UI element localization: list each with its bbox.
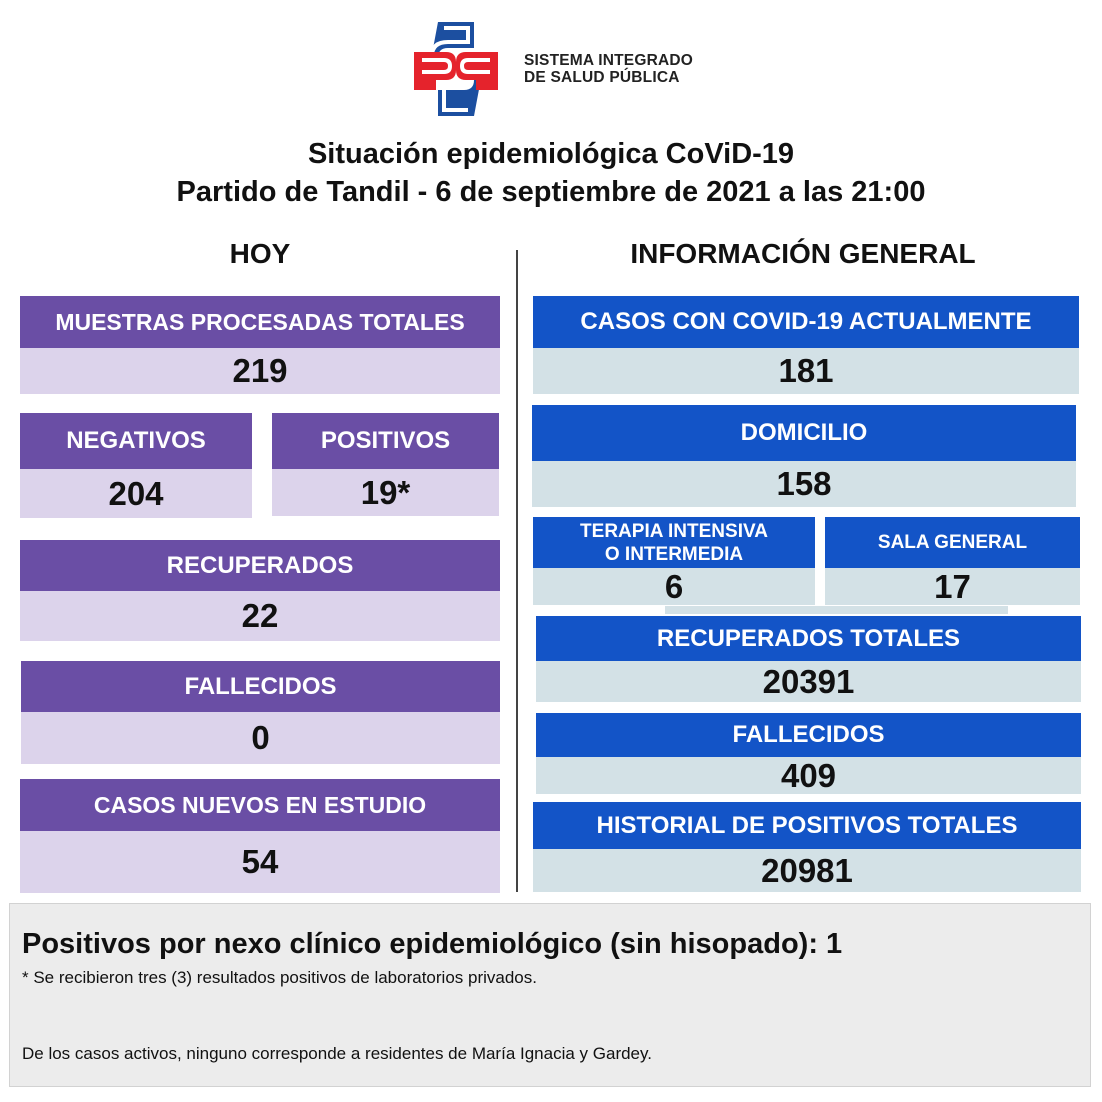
stat-domicilio — [532, 405, 1076, 507]
stat-label: DOMICILIO — [532, 405, 1076, 461]
stat-historial — [533, 802, 1081, 892]
stat-label: HISTORIAL DE POSITIVOS TOTALES — [533, 802, 1081, 849]
stat-recuperados — [20, 540, 500, 641]
stat-sala-general — [825, 517, 1080, 605]
stat-value: 17 — [825, 568, 1080, 605]
stat-recuperados-totales — [536, 616, 1081, 702]
stat-label: CASOS NUEVOS EN ESTUDIO — [20, 779, 500, 831]
stat-fallecidos — [21, 661, 500, 764]
sisp-logo-icon — [408, 18, 504, 120]
stat-value: 19* — [272, 469, 499, 516]
section-heading-general: INFORMACIÓN GENERAL — [630, 238, 976, 269]
stat-value: 20981 — [533, 849, 1081, 892]
stat-label: RECUPERADOS — [20, 540, 500, 591]
stat-terapia — [533, 517, 815, 605]
page-title: Situación epidemiológica CoViD-19 — [307, 138, 795, 170]
footer-note-2: De los casos activos, ninguno corresponde a residentes de María Ignacia y Gardey. — [22, 1044, 652, 1063]
stat-value: 22 — [20, 591, 500, 641]
stat-label — [533, 517, 815, 568]
stat-label: FALLECIDOS — [536, 713, 1081, 757]
footer-note-1: * Se recibieron tres (3) resultados positivos de laboratorios privados. — [22, 968, 537, 987]
stat-value: 204 — [20, 469, 252, 518]
stat-value: 219 — [20, 348, 500, 394]
stat-label: SALA GENERAL — [825, 517, 1080, 568]
footer-title: Positivos por nexo clínico epidemiológico (sin hisopado): 1 — [22, 928, 843, 960]
stat-positivos — [272, 413, 499, 516]
logo-text — [524, 52, 693, 86]
stat-value: 158 — [532, 461, 1076, 507]
stat-fallecidos-totales — [536, 713, 1081, 794]
stat-label-line1: TERAPIA INTENSIVA — [580, 520, 768, 542]
stat-casos-nuevos — [20, 779, 500, 893]
stat-label: RECUPERADOS TOTALES — [536, 616, 1081, 661]
stat-label-line2: O INTERMEDIA — [604, 543, 744, 565]
stat-value: 0 — [21, 712, 500, 764]
separator-strip — [665, 606, 1008, 614]
page-subtitle: Partido de Tandil - 6 de septiembre de 2021 a las 21:00 — [176, 176, 926, 208]
stat-label: FALLECIDOS — [21, 661, 500, 712]
stat-muestras — [20, 296, 500, 394]
stat-label: MUESTRAS PROCESADAS TOTALES — [20, 296, 500, 348]
logo-line1: SISTEMA INTEGRADO — [524, 52, 694, 69]
stat-value: 20391 — [536, 661, 1081, 702]
stat-label: POSITIVOS — [272, 413, 499, 469]
logo-line2: DE SALUD PÚBLICA — [524, 69, 680, 86]
stat-value: 409 — [536, 757, 1081, 794]
footer-panel — [9, 903, 1091, 1087]
column-divider — [516, 250, 518, 892]
stat-value: 54 — [20, 831, 500, 893]
stat-value: 6 — [533, 568, 815, 605]
stat-value: 181 — [533, 348, 1079, 394]
stat-negativos — [20, 413, 252, 518]
stat-label: NEGATIVOS — [20, 413, 252, 469]
stat-label: CASOS CON COVID-19 ACTUALMENTE — [533, 296, 1079, 348]
section-heading-hoy: HOY — [229, 238, 291, 269]
stat-casos-actuales — [533, 296, 1079, 394]
